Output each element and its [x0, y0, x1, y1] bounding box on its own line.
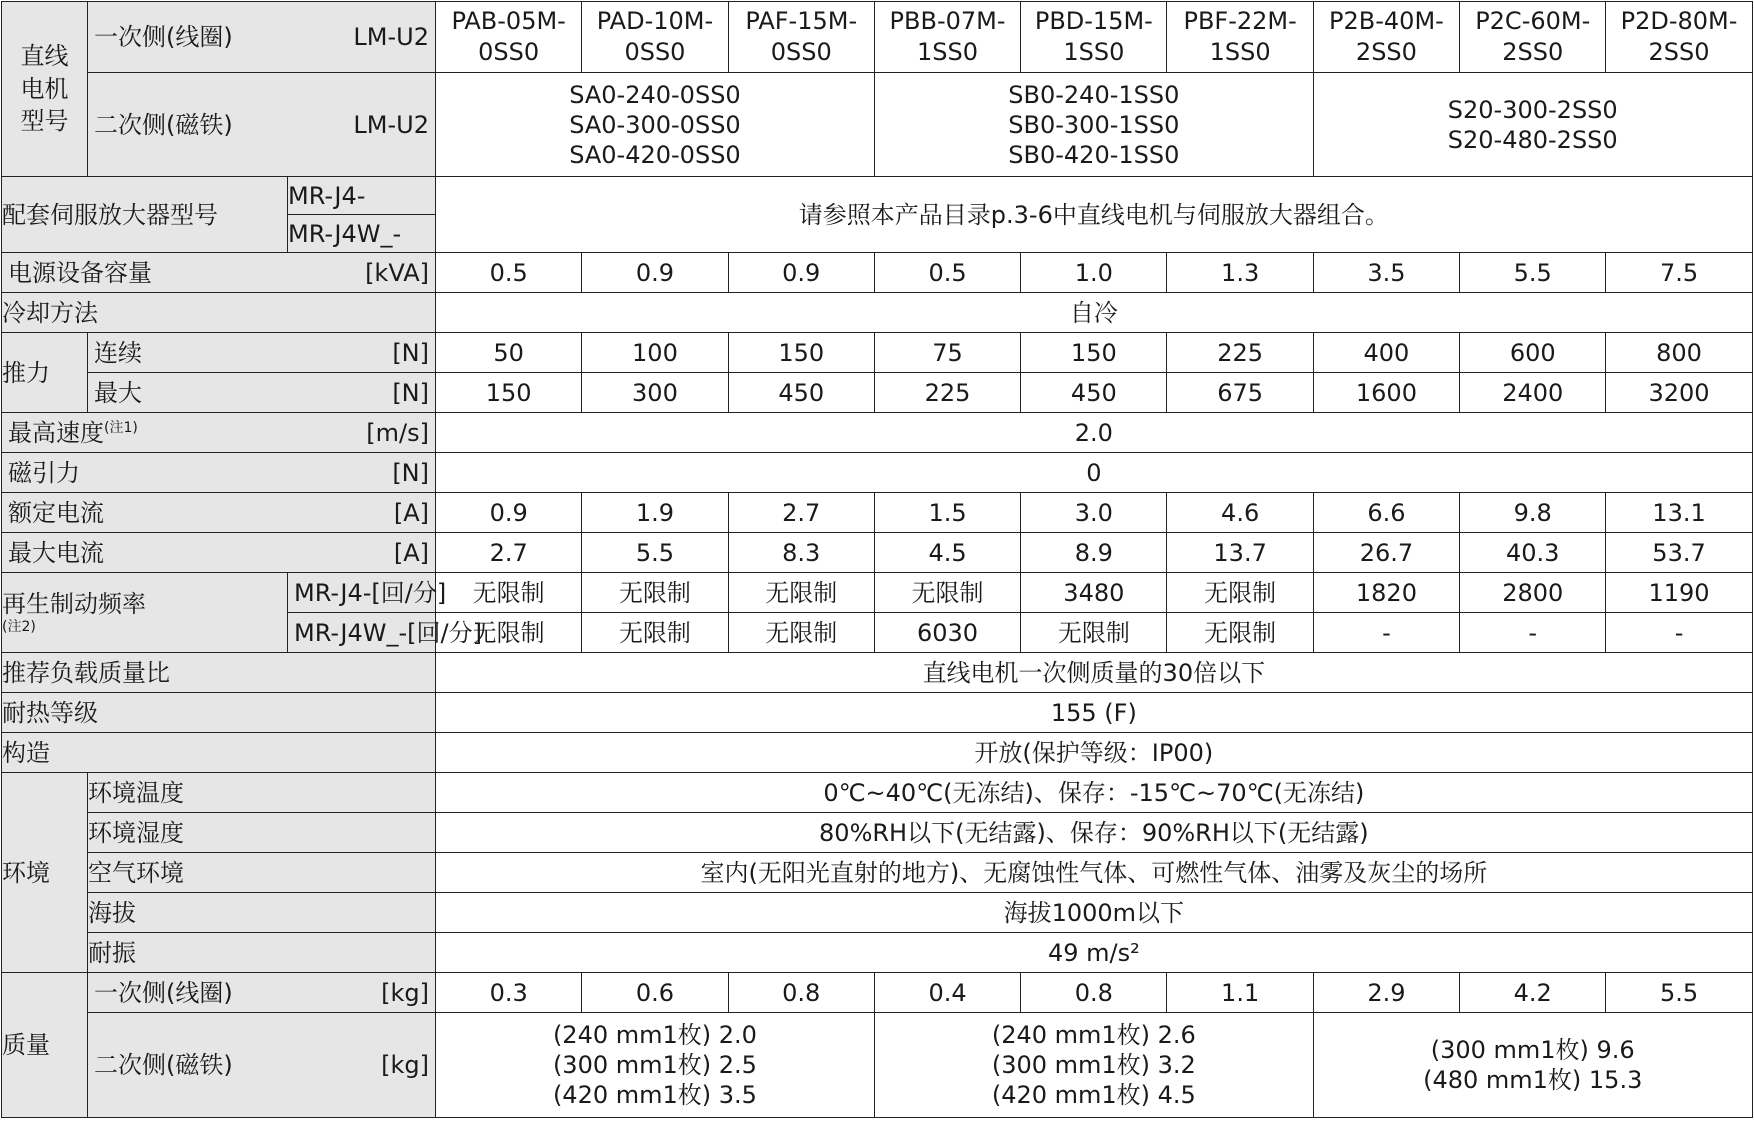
- mass-secondary-value: (420 mm1枚) 4.5: [991, 1081, 1196, 1109]
- max-current-value: 8.9: [1021, 533, 1167, 573]
- regen-value: 无限制: [582, 613, 728, 653]
- amp-type: MR-J4-: [294, 578, 372, 607]
- mass-secondary-group: [1313, 1013, 1752, 1118]
- power-value: 7.5: [1606, 253, 1752, 293]
- model-cell: P2C-60M-2SS0: [1460, 2, 1606, 73]
- row-header-cell: [288, 573, 447, 613]
- row-label: 环境温度: [88, 778, 184, 807]
- secondary-model: S20-480-2SS0: [1447, 125, 1618, 154]
- amp-label-cell: [2, 177, 288, 253]
- power-value: 0.5: [874, 253, 1020, 293]
- thrust-max-value: 1600: [1313, 373, 1459, 413]
- regen-value: 无限制: [728, 573, 874, 613]
- row-header-cell: [2, 533, 436, 573]
- max-current-value: 4.5: [874, 533, 1020, 573]
- power-value: 1.0: [1021, 253, 1167, 293]
- table-row: [2, 1013, 1753, 1118]
- rated-current-value: 4.6: [1167, 493, 1313, 533]
- row-label: 环境: [2, 858, 50, 887]
- regen-value: 2800: [1460, 573, 1606, 613]
- secondary-model: SB0-420-1SS0: [1008, 140, 1180, 169]
- table-row: [2, 2, 1753, 73]
- environment-label-cell: [2, 773, 88, 973]
- row-header-cell: [88, 333, 436, 373]
- row-label: 最大: [94, 378, 142, 407]
- structure-value: 开放(保护等级：IP00): [436, 733, 1753, 773]
- thrust-label-cell: [2, 333, 88, 413]
- table-row: [2, 533, 1753, 573]
- model-cell: P2B-40M-2SS0: [1313, 2, 1459, 73]
- row-header-cell: [88, 73, 436, 177]
- row-label: 最大电流: [8, 538, 104, 567]
- rated-current-value: 6.6: [1313, 493, 1459, 533]
- row-label: 质量: [2, 1031, 50, 1059]
- max-current-value: 2.7: [436, 533, 582, 573]
- table-row: [2, 933, 1753, 973]
- power-value: 1.3: [1167, 253, 1313, 293]
- row-header-cell: [88, 2, 436, 73]
- environment-value: 49 m/s²: [436, 933, 1753, 973]
- secondary-model-group: [1313, 73, 1752, 177]
- load-ratio-value: 直线电机一次侧质量的30倍以下: [436, 653, 1753, 693]
- table-row: [2, 293, 1753, 333]
- power-value: 3.5: [1313, 253, 1459, 293]
- row-header-cell: [88, 973, 436, 1013]
- row-header-cell: [88, 1013, 436, 1118]
- row-label: 环境湿度: [88, 818, 184, 847]
- regen-value: 6030: [874, 613, 1020, 653]
- mass-secondary-value: (300 mm1枚) 3.2: [991, 1051, 1196, 1079]
- magnetic-value: 0: [436, 453, 1753, 493]
- power-value: 0.9: [728, 253, 874, 293]
- row-header-cell: [2, 493, 436, 533]
- rated-current-value: 9.8: [1460, 493, 1606, 533]
- row-label: 连续: [94, 338, 142, 367]
- row-label: 额定电流: [8, 498, 104, 527]
- regen-value: 无限制: [436, 573, 582, 613]
- thrust-continuous-value: 600: [1460, 333, 1606, 373]
- row-label: 二次侧(磁铁): [94, 1051, 233, 1079]
- thrust-continuous-value: 800: [1606, 333, 1752, 373]
- row-label: 一次侧(线圈): [94, 23, 233, 51]
- row-label: 海拔: [88, 898, 136, 927]
- table-row: [2, 773, 1753, 813]
- unit-label: LM-U2: [353, 110, 429, 139]
- table-row: [2, 733, 1753, 773]
- row-label: 推力: [2, 358, 50, 387]
- row-label: 电源设备容量: [8, 258, 152, 287]
- thrust-max-value: 2400: [1460, 373, 1606, 413]
- regen-value: -: [1313, 613, 1459, 653]
- thrust-max-value: 675: [1167, 373, 1313, 413]
- mass-secondary-value: (300 mm1枚) 9.6: [1430, 1036, 1635, 1064]
- mass-primary-value: 0.4: [874, 973, 1020, 1013]
- amp-type: MR-J4W_-: [294, 618, 408, 647]
- table-row: [2, 653, 1753, 693]
- regen-value: 1190: [1606, 573, 1752, 613]
- max-current-value: 53.7: [1606, 533, 1752, 573]
- regen-value: 1820: [1313, 573, 1459, 613]
- regen-value: 无限制: [1167, 573, 1313, 613]
- row-label: 再生制动频率: [2, 589, 146, 618]
- mass-primary-value: 0.3: [436, 973, 582, 1013]
- model-cell: P2D-80M-2SS0: [1606, 2, 1752, 73]
- table-row: [2, 333, 1753, 373]
- table-row: [2, 493, 1753, 533]
- regen-value: 无限制: [1021, 613, 1167, 653]
- rated-current-value: 2.7: [728, 493, 874, 533]
- unit-label: [N]: [392, 338, 429, 367]
- max-current-value: 13.7: [1167, 533, 1313, 573]
- row-header-cell: [88, 933, 436, 973]
- unit-label: [A]: [393, 498, 429, 527]
- row-label: 一次侧(线圈): [94, 978, 233, 1007]
- model-cell: PBD-15M-1SS0: [1021, 2, 1167, 73]
- regen-value: 无限制: [1167, 613, 1313, 653]
- regen-label-cell: [2, 573, 288, 653]
- thrust-continuous-value: 150: [1021, 333, 1167, 373]
- mass-secondary-value: (300 mm1枚) 2.5: [552, 1051, 757, 1079]
- regen-value: -: [1606, 613, 1752, 653]
- max-current-value: 40.3: [1460, 533, 1606, 573]
- max-current-value: 26.7: [1313, 533, 1459, 573]
- rated-current-value: 0.9: [436, 493, 582, 533]
- row-label: 磁引力: [8, 458, 80, 487]
- mass-secondary-value: (240 mm1枚) 2.0: [552, 1021, 757, 1049]
- row-header-cell: [2, 253, 436, 293]
- secondary-model: SA0-240-0SS0: [569, 80, 741, 109]
- mass-primary-value: 4.2: [1460, 973, 1606, 1013]
- mass-secondary-value: (240 mm1枚) 2.6: [991, 1021, 1196, 1049]
- table-row: [2, 573, 1753, 613]
- unit-label: [N]: [392, 378, 429, 407]
- row-header-cell: [88, 773, 436, 813]
- thrust-max-value: 150: [436, 373, 582, 413]
- note-mark: (注1): [104, 419, 138, 436]
- regen-value: 无限制: [728, 613, 874, 653]
- secondary-model-group: [436, 73, 875, 177]
- table-row: [2, 853, 1753, 893]
- amp-type-cell: MR-J4-: [288, 177, 436, 215]
- mass-primary-value: 0.8: [1021, 973, 1167, 1013]
- max-current-value: 8.3: [728, 533, 874, 573]
- mass-secondary-group: [436, 1013, 875, 1118]
- power-value: 0.9: [582, 253, 728, 293]
- thrust-continuous-value: 225: [1167, 333, 1313, 373]
- row-label: 冷却方法: [2, 298, 98, 327]
- model-cell: PAB-05M-0SS0: [436, 2, 582, 73]
- insulation-value: 155 (F): [436, 693, 1753, 733]
- row-header-cell: [88, 893, 436, 933]
- motor-model-header: [2, 2, 88, 177]
- rated-current-value: 13.1: [1606, 493, 1752, 533]
- environment-value: 80%RH以下(无结露)、保存：90%RH以下(无结露): [436, 813, 1753, 853]
- table-row: [2, 253, 1753, 293]
- table-row: [2, 373, 1753, 413]
- model-cell: PBB-07M-1SS0: [874, 2, 1020, 73]
- environment-value: 室内(无阳光直射的地方)、无腐蚀性气体、可燃性气体、油雾及灰尘的场所: [436, 853, 1753, 893]
- regen-value: -: [1460, 613, 1606, 653]
- thrust-max-value: 300: [582, 373, 728, 413]
- mass-label-cell: [2, 973, 88, 1118]
- amp-value-cell: 请参照本产品目录p.3-6中直线电机与伺服放大器组合。: [436, 177, 1753, 253]
- table-row: [2, 973, 1753, 1013]
- thrust-continuous-value: 400: [1313, 333, 1459, 373]
- cooling-value: 自冷: [436, 293, 1753, 333]
- row-label: 推荐负载质量比: [2, 658, 170, 687]
- table-row: [2, 453, 1753, 493]
- amp-type-cell: MR-J4W_-: [288, 215, 436, 253]
- table-row: [2, 177, 1753, 215]
- mass-primary-value: 0.6: [582, 973, 728, 1013]
- power-value: 5.5: [1460, 253, 1606, 293]
- row-header-cell: [88, 373, 436, 413]
- secondary-model-group: [874, 73, 1313, 177]
- row-label: 最高速度: [8, 418, 104, 447]
- row-label: 构造: [2, 738, 50, 767]
- row-label: 耐热等级: [2, 698, 98, 727]
- thrust-continuous-value: 100: [582, 333, 728, 373]
- row-label: 二次侧(磁铁): [94, 110, 233, 139]
- mass-primary-value: 1.1: [1167, 973, 1313, 1013]
- mass-primary-value: 0.8: [728, 973, 874, 1013]
- rated-current-value: 3.0: [1021, 493, 1167, 533]
- regen-value: 无限制: [436, 613, 582, 653]
- mass-secondary-value: (480 mm1枚) 15.3: [1423, 1066, 1643, 1094]
- mass-secondary-value: (420 mm1枚) 3.5: [552, 1081, 757, 1109]
- unit-label: [kVA]: [365, 258, 429, 287]
- table-row: [2, 813, 1753, 853]
- model-cell: PAD-10M-0SS0: [582, 2, 728, 73]
- secondary-model: S20-300-2SS0: [1447, 95, 1618, 124]
- model-cell: PBF-22M-1SS0: [1167, 2, 1313, 73]
- regen-value: 无限制: [874, 573, 1020, 613]
- row-label: 耐振: [88, 938, 136, 967]
- unit-label: [A]: [393, 538, 429, 567]
- unit-label: [m/s]: [366, 418, 429, 447]
- max-speed-value: 2.0: [436, 413, 1753, 453]
- environment-value: 海拔1000m以下: [436, 893, 1753, 933]
- thrust-continuous-value: 75: [874, 333, 1020, 373]
- max-current-value: 5.5: [582, 533, 728, 573]
- unit-label: [N]: [392, 458, 429, 487]
- unit-label: [kg]: [381, 1051, 429, 1079]
- row-header-cell: [2, 293, 436, 333]
- row-header-cell: [88, 813, 436, 853]
- rated-current-value: 1.5: [874, 493, 1020, 533]
- row-header-cell: [2, 653, 436, 693]
- secondary-model: SB0-240-1SS0: [1008, 80, 1180, 109]
- mass-primary-value: 2.9: [1313, 973, 1459, 1013]
- environment-value: 0℃~40℃(无冻结)、保存：-15℃~70℃(无冻结): [436, 773, 1753, 813]
- amp-label: 配套伺服放大器型号: [2, 200, 218, 229]
- regen-value: 无限制: [582, 573, 728, 613]
- unit-label: [kg]: [381, 978, 429, 1007]
- row-header-cell: [88, 853, 436, 893]
- note-mark: (注2): [2, 618, 36, 635]
- row-header-cell: [2, 453, 436, 493]
- secondary-model: SA0-300-0SS0: [569, 110, 741, 139]
- thrust-max-value: 225: [874, 373, 1020, 413]
- row-header-cell: [2, 693, 436, 733]
- rated-current-value: 1.9: [582, 493, 728, 533]
- power-value: 0.5: [436, 253, 582, 293]
- secondary-model: SA0-420-0SS0: [569, 140, 741, 169]
- model-cell: PAF-15M-0SS0: [728, 2, 874, 73]
- thrust-continuous-value: 150: [728, 333, 874, 373]
- table-row: [2, 73, 1753, 177]
- thrust-max-value: 450: [1021, 373, 1167, 413]
- unit-label: LM-U2: [353, 23, 429, 51]
- row-header-cell: [2, 413, 436, 453]
- table-row: [2, 413, 1753, 453]
- row-label: 空气环境: [88, 858, 184, 887]
- table-row: [2, 893, 1753, 933]
- row-header-cell: [288, 613, 482, 653]
- thrust-continuous-value: 50: [436, 333, 582, 373]
- thrust-max-value: 3200: [1606, 373, 1752, 413]
- row-header-cell: [2, 733, 436, 773]
- secondary-model: SB0-300-1SS0: [1008, 110, 1180, 139]
- mass-secondary-group: [874, 1013, 1313, 1118]
- thrust-max-value: 450: [728, 373, 874, 413]
- mass-primary-value: 5.5: [1606, 973, 1752, 1013]
- spec-table: [1, 1, 1753, 1118]
- unit-label: [回/分]: [371, 578, 447, 607]
- regen-value: 3480: [1021, 573, 1167, 613]
- table-row: [2, 693, 1753, 733]
- motor-model-label: 直线电机型号: [20, 42, 69, 136]
- unit-label: [回/分]: [407, 618, 482, 647]
